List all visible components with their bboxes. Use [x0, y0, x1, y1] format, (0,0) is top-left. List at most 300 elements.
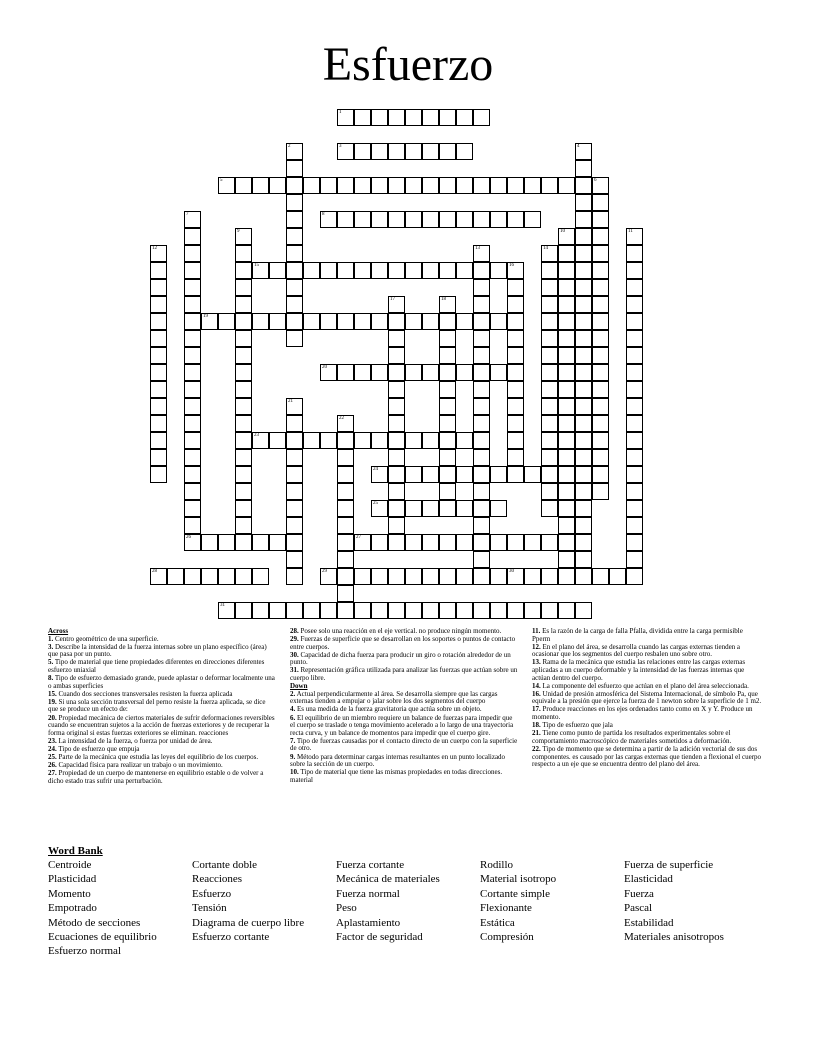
grid-cell[interactable]: [286, 143, 303, 160]
grid-cell[interactable]: [371, 262, 388, 279]
grid-cell[interactable]: [541, 177, 558, 194]
grid-cell[interactable]: [235, 381, 252, 398]
grid-cell[interactable]: [337, 602, 354, 619]
grid-cell[interactable]: [507, 313, 524, 330]
grid-cell[interactable]: [626, 364, 643, 381]
grid-cell[interactable]: [405, 143, 422, 160]
grid-cell[interactable]: [286, 432, 303, 449]
grid-cell[interactable]: [575, 551, 592, 568]
grid-cell[interactable]: [592, 347, 609, 364]
grid-cell[interactable]: [150, 449, 167, 466]
grid-cell[interactable]: [371, 364, 388, 381]
grid-cell[interactable]: [371, 568, 388, 585]
grid-cell[interactable]: [235, 534, 252, 551]
grid-cell[interactable]: [490, 262, 507, 279]
grid-cell[interactable]: [422, 262, 439, 279]
grid-cell[interactable]: [456, 313, 473, 330]
grid-cell[interactable]: [235, 432, 252, 449]
grid-cell[interactable]: [558, 228, 575, 245]
grid-cell[interactable]: [626, 398, 643, 415]
grid-cell[interactable]: [592, 313, 609, 330]
grid-cell[interactable]: [354, 534, 371, 551]
grid-cell[interactable]: [524, 211, 541, 228]
grid-cell[interactable]: [252, 177, 269, 194]
grid-cell[interactable]: [354, 364, 371, 381]
grid-cell[interactable]: [388, 381, 405, 398]
grid-cell[interactable]: [490, 602, 507, 619]
grid-cell[interactable]: [507, 466, 524, 483]
grid-cell[interactable]: [592, 194, 609, 211]
grid-cell[interactable]: [354, 568, 371, 585]
grid-cell[interactable]: [371, 534, 388, 551]
grid-cell[interactable]: [473, 500, 490, 517]
grid-cell[interactable]: [422, 143, 439, 160]
grid-cell[interactable]: [626, 483, 643, 500]
grid-cell[interactable]: [439, 568, 456, 585]
grid-cell[interactable]: [337, 568, 354, 585]
grid-cell[interactable]: [439, 415, 456, 432]
grid-cell[interactable]: [575, 517, 592, 534]
grid-cell[interactable]: [337, 449, 354, 466]
grid-cell[interactable]: [354, 177, 371, 194]
grid-cell[interactable]: [354, 211, 371, 228]
grid-cell[interactable]: [575, 398, 592, 415]
grid-cell[interactable]: [405, 568, 422, 585]
grid-cell[interactable]: [303, 262, 320, 279]
grid-cell[interactable]: [439, 211, 456, 228]
grid-cell[interactable]: [541, 534, 558, 551]
grid-cell[interactable]: [150, 381, 167, 398]
grid-cell[interactable]: [269, 262, 286, 279]
grid-cell[interactable]: [558, 551, 575, 568]
grid-cell[interactable]: [507, 296, 524, 313]
grid-cell[interactable]: [575, 449, 592, 466]
grid-cell[interactable]: [473, 109, 490, 126]
grid-cell[interactable]: [541, 313, 558, 330]
grid-cell[interactable]: [456, 534, 473, 551]
grid-cell[interactable]: [558, 177, 575, 194]
grid-cell[interactable]: [184, 517, 201, 534]
grid-cell[interactable]: [473, 381, 490, 398]
grid-cell[interactable]: [405, 262, 422, 279]
grid-cell[interactable]: [626, 517, 643, 534]
grid-cell[interactable]: [405, 500, 422, 517]
grid-cell[interactable]: [575, 432, 592, 449]
grid-cell[interactable]: [286, 262, 303, 279]
grid-cell[interactable]: [490, 177, 507, 194]
grid-cell[interactable]: [235, 228, 252, 245]
grid-cell[interactable]: [575, 568, 592, 585]
grid-cell[interactable]: [184, 347, 201, 364]
grid-cell[interactable]: [507, 347, 524, 364]
grid-cell[interactable]: [235, 364, 252, 381]
grid-cell[interactable]: [337, 517, 354, 534]
grid-cell[interactable]: [286, 483, 303, 500]
grid-cell[interactable]: [541, 449, 558, 466]
grid-cell[interactable]: [150, 398, 167, 415]
grid-cell[interactable]: [405, 466, 422, 483]
grid-cell[interactable]: [490, 534, 507, 551]
grid-cell[interactable]: [592, 228, 609, 245]
grid-cell[interactable]: [388, 449, 405, 466]
grid-cell[interactable]: [184, 398, 201, 415]
grid-cell[interactable]: [184, 296, 201, 313]
grid-cell[interactable]: [235, 602, 252, 619]
grid-cell[interactable]: [541, 602, 558, 619]
grid-cell[interactable]: [558, 245, 575, 262]
grid-cell[interactable]: [507, 330, 524, 347]
grid-cell[interactable]: [286, 534, 303, 551]
grid-cell[interactable]: [252, 534, 269, 551]
grid-cell[interactable]: [507, 262, 524, 279]
grid-cell[interactable]: [558, 432, 575, 449]
grid-cell[interactable]: [558, 534, 575, 551]
grid-cell[interactable]: [286, 449, 303, 466]
grid-cell[interactable]: [235, 568, 252, 585]
grid-cell[interactable]: [575, 364, 592, 381]
grid-cell[interactable]: [626, 330, 643, 347]
grid-cell[interactable]: [167, 568, 184, 585]
grid-cell[interactable]: [456, 500, 473, 517]
grid-cell[interactable]: [507, 449, 524, 466]
grid-cell[interactable]: [184, 279, 201, 296]
grid-cell[interactable]: [286, 194, 303, 211]
grid-cell[interactable]: [422, 602, 439, 619]
grid-cell[interactable]: [184, 415, 201, 432]
grid-cell[interactable]: [558, 296, 575, 313]
grid-cell[interactable]: [422, 364, 439, 381]
grid-cell[interactable]: [286, 160, 303, 177]
grid-cell[interactable]: [235, 415, 252, 432]
grid-cell[interactable]: [150, 466, 167, 483]
grid-cell[interactable]: [592, 483, 609, 500]
grid-cell[interactable]: [626, 466, 643, 483]
grid-cell[interactable]: [575, 211, 592, 228]
grid-cell[interactable]: [235, 296, 252, 313]
grid-cell[interactable]: [286, 602, 303, 619]
grid-cell[interactable]: [558, 347, 575, 364]
grid-cell[interactable]: [473, 279, 490, 296]
grid-cell[interactable]: [575, 143, 592, 160]
grid-cell[interactable]: [354, 143, 371, 160]
grid-cell[interactable]: [201, 534, 218, 551]
grid-cell[interactable]: [388, 330, 405, 347]
grid-cell[interactable]: [184, 330, 201, 347]
grid-cell[interactable]: [558, 398, 575, 415]
grid-cell[interactable]: [592, 211, 609, 228]
grid-cell[interactable]: [371, 500, 388, 517]
grid-cell[interactable]: [286, 517, 303, 534]
grid-cell[interactable]: [218, 177, 235, 194]
grid-cell[interactable]: [337, 364, 354, 381]
grid-cell[interactable]: [252, 602, 269, 619]
grid-cell[interactable]: [558, 313, 575, 330]
grid-cell[interactable]: [422, 432, 439, 449]
grid-cell[interactable]: [592, 177, 609, 194]
grid-cell[interactable]: [235, 347, 252, 364]
grid-cell[interactable]: [235, 177, 252, 194]
grid-cell[interactable]: [473, 262, 490, 279]
grid-cell[interactable]: [269, 534, 286, 551]
grid-cell[interactable]: [558, 330, 575, 347]
grid-cell[interactable]: [558, 517, 575, 534]
grid-cell[interactable]: [456, 432, 473, 449]
grid-cell[interactable]: [473, 211, 490, 228]
grid-cell[interactable]: [473, 432, 490, 449]
grid-cell[interactable]: [558, 500, 575, 517]
grid-cell[interactable]: [388, 500, 405, 517]
grid-cell[interactable]: [286, 296, 303, 313]
grid-cell[interactable]: [235, 245, 252, 262]
grid-cell[interactable]: [541, 466, 558, 483]
grid-cell[interactable]: [337, 313, 354, 330]
grid-cell[interactable]: [371, 109, 388, 126]
grid-cell[interactable]: [337, 483, 354, 500]
grid-cell[interactable]: [541, 398, 558, 415]
grid-cell[interactable]: [184, 466, 201, 483]
grid-cell[interactable]: [371, 466, 388, 483]
grid-cell[interactable]: [473, 245, 490, 262]
grid-cell[interactable]: [371, 602, 388, 619]
grid-cell[interactable]: [422, 109, 439, 126]
grid-cell[interactable]: [354, 109, 371, 126]
grid-cell[interactable]: [150, 296, 167, 313]
grid-cell[interactable]: [524, 177, 541, 194]
grid-cell[interactable]: [337, 109, 354, 126]
grid-cell[interactable]: [439, 109, 456, 126]
grid-cell[interactable]: [184, 228, 201, 245]
grid-cell[interactable]: [337, 415, 354, 432]
grid-cell[interactable]: [626, 262, 643, 279]
grid-cell[interactable]: [184, 483, 201, 500]
grid-cell[interactable]: [592, 398, 609, 415]
grid-cell[interactable]: [626, 551, 643, 568]
grid-cell[interactable]: [558, 415, 575, 432]
grid-cell[interactable]: [541, 245, 558, 262]
grid-cell[interactable]: [439, 466, 456, 483]
grid-cell[interactable]: [184, 534, 201, 551]
grid-cell[interactable]: [575, 466, 592, 483]
grid-cell[interactable]: [405, 177, 422, 194]
grid-cell[interactable]: [371, 313, 388, 330]
grid-cell[interactable]: [592, 296, 609, 313]
grid-cell[interactable]: [575, 228, 592, 245]
grid-cell[interactable]: [439, 313, 456, 330]
grid-cell[interactable]: [337, 466, 354, 483]
grid-cell[interactable]: [439, 432, 456, 449]
grid-cell[interactable]: [286, 466, 303, 483]
grid-cell[interactable]: [320, 211, 337, 228]
grid-cell[interactable]: [337, 262, 354, 279]
grid-cell[interactable]: [422, 177, 439, 194]
grid-cell[interactable]: [201, 313, 218, 330]
grid-cell[interactable]: [354, 602, 371, 619]
grid-cell[interactable]: [235, 483, 252, 500]
grid-cell[interactable]: [371, 211, 388, 228]
grid-cell[interactable]: [507, 211, 524, 228]
grid-cell[interactable]: [439, 296, 456, 313]
grid-cell[interactable]: [541, 415, 558, 432]
grid-cell[interactable]: [541, 279, 558, 296]
grid-cell[interactable]: [354, 313, 371, 330]
grid-cell[interactable]: [541, 483, 558, 500]
grid-cell[interactable]: [626, 534, 643, 551]
grid-cell[interactable]: [575, 177, 592, 194]
grid-cell[interactable]: [235, 313, 252, 330]
grid-cell[interactable]: [507, 568, 524, 585]
grid-cell[interactable]: [422, 500, 439, 517]
grid-cell[interactable]: [150, 347, 167, 364]
grid-cell[interactable]: [252, 313, 269, 330]
grid-cell[interactable]: [388, 398, 405, 415]
grid-cell[interactable]: [320, 364, 337, 381]
grid-cell[interactable]: [439, 602, 456, 619]
grid-cell[interactable]: [286, 177, 303, 194]
grid-cell[interactable]: [388, 517, 405, 534]
grid-cell[interactable]: [456, 602, 473, 619]
grid-cell[interactable]: [541, 364, 558, 381]
grid-cell[interactable]: [320, 177, 337, 194]
grid-cell[interactable]: [320, 313, 337, 330]
grid-cell[interactable]: [507, 177, 524, 194]
grid-cell[interactable]: [286, 228, 303, 245]
grid-cell[interactable]: [626, 279, 643, 296]
grid-cell[interactable]: [422, 534, 439, 551]
grid-cell[interactable]: [439, 483, 456, 500]
grid-cell[interactable]: [337, 432, 354, 449]
grid-cell[interactable]: [218, 568, 235, 585]
grid-cell[interactable]: [490, 313, 507, 330]
grid-cell[interactable]: [490, 211, 507, 228]
grid-cell[interactable]: [626, 347, 643, 364]
grid-cell[interactable]: [303, 602, 320, 619]
grid-cell[interactable]: [592, 279, 609, 296]
grid-cell[interactable]: [507, 415, 524, 432]
grid-cell[interactable]: [592, 432, 609, 449]
grid-cell[interactable]: [150, 432, 167, 449]
grid-cell[interactable]: [575, 160, 592, 177]
grid-cell[interactable]: [405, 364, 422, 381]
grid-cell[interactable]: [473, 602, 490, 619]
grid-cell[interactable]: [541, 500, 558, 517]
grid-cell[interactable]: [354, 262, 371, 279]
grid-cell[interactable]: [388, 262, 405, 279]
grid-cell[interactable]: [320, 432, 337, 449]
grid-cell[interactable]: [626, 432, 643, 449]
grid-cell[interactable]: [626, 568, 643, 585]
grid-cell[interactable]: [524, 466, 541, 483]
grid-cell[interactable]: [473, 466, 490, 483]
grid-cell[interactable]: [558, 483, 575, 500]
grid-cell[interactable]: [456, 143, 473, 160]
grid-cell[interactable]: [626, 245, 643, 262]
grid-cell[interactable]: [541, 432, 558, 449]
grid-cell[interactable]: [150, 415, 167, 432]
grid-cell[interactable]: [286, 279, 303, 296]
grid-cell[interactable]: [592, 449, 609, 466]
grid-cell[interactable]: [473, 364, 490, 381]
grid-cell[interactable]: [150, 262, 167, 279]
grid-cell[interactable]: [388, 432, 405, 449]
grid-cell[interactable]: [388, 177, 405, 194]
grid-cell[interactable]: [286, 330, 303, 347]
grid-cell[interactable]: [592, 262, 609, 279]
grid-cell[interactable]: [405, 602, 422, 619]
grid-cell[interactable]: [473, 517, 490, 534]
grid-cell[interactable]: [456, 177, 473, 194]
grid-cell[interactable]: [507, 534, 524, 551]
grid-cell[interactable]: [286, 313, 303, 330]
grid-cell[interactable]: [439, 177, 456, 194]
grid-cell[interactable]: [558, 279, 575, 296]
grid-cell[interactable]: [218, 602, 235, 619]
grid-cell[interactable]: [337, 143, 354, 160]
grid-cell[interactable]: [184, 262, 201, 279]
grid-cell[interactable]: [541, 296, 558, 313]
grid-cell[interactable]: [609, 568, 626, 585]
grid-cell[interactable]: [507, 364, 524, 381]
grid-cell[interactable]: [473, 177, 490, 194]
grid-cell[interactable]: [592, 364, 609, 381]
grid-cell[interactable]: [184, 500, 201, 517]
grid-cell[interactable]: [456, 109, 473, 126]
grid-cell[interactable]: [575, 279, 592, 296]
grid-cell[interactable]: [235, 330, 252, 347]
grid-cell[interactable]: [490, 500, 507, 517]
grid-cell[interactable]: [235, 262, 252, 279]
grid-cell[interactable]: [456, 211, 473, 228]
grid-cell[interactable]: [456, 568, 473, 585]
grid-cell[interactable]: [286, 551, 303, 568]
grid-cell[interactable]: [575, 500, 592, 517]
grid-cell[interactable]: [439, 262, 456, 279]
grid-cell[interactable]: [541, 381, 558, 398]
grid-cell[interactable]: [541, 568, 558, 585]
grid-cell[interactable]: [337, 500, 354, 517]
grid-cell[interactable]: [388, 347, 405, 364]
grid-cell[interactable]: [626, 449, 643, 466]
grid-cell[interactable]: [626, 228, 643, 245]
grid-cell[interactable]: [473, 415, 490, 432]
grid-cell[interactable]: [473, 483, 490, 500]
grid-cell[interactable]: [592, 466, 609, 483]
grid-cell[interactable]: [218, 313, 235, 330]
grid-cell[interactable]: [507, 279, 524, 296]
grid-cell[interactable]: [592, 568, 609, 585]
grid-cell[interactable]: [575, 602, 592, 619]
grid-cell[interactable]: [269, 177, 286, 194]
grid-cell[interactable]: [422, 313, 439, 330]
grid-cell[interactable]: [490, 568, 507, 585]
grid-cell[interactable]: [592, 330, 609, 347]
grid-cell[interactable]: [405, 313, 422, 330]
grid-cell[interactable]: [337, 551, 354, 568]
grid-cell[interactable]: [439, 534, 456, 551]
grid-cell[interactable]: [388, 534, 405, 551]
grid-cell[interactable]: [337, 585, 354, 602]
grid-cell[interactable]: [235, 517, 252, 534]
grid-cell[interactable]: [371, 143, 388, 160]
grid-cell[interactable]: [150, 313, 167, 330]
grid-cell[interactable]: [201, 568, 218, 585]
grid-cell[interactable]: [575, 330, 592, 347]
grid-cell[interactable]: [439, 449, 456, 466]
grid-cell[interactable]: [286, 500, 303, 517]
grid-cell[interactable]: [490, 364, 507, 381]
grid-cell[interactable]: [541, 262, 558, 279]
grid-cell[interactable]: [388, 296, 405, 313]
grid-cell[interactable]: [473, 313, 490, 330]
